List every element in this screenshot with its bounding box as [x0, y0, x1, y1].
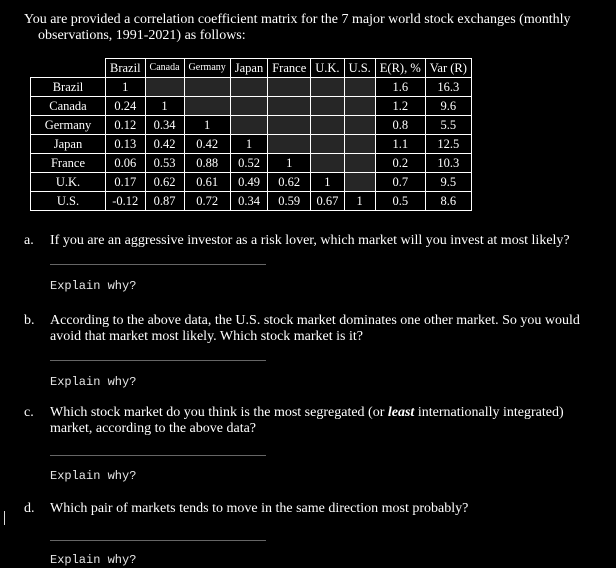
table-cell: [344, 173, 375, 192]
row-label: France: [31, 154, 106, 173]
row-label: U.S.: [31, 192, 106, 211]
table-cell: 1: [311, 173, 344, 192]
explain-why-a: Explain why?: [50, 279, 137, 293]
row-label: U.K.: [31, 173, 106, 192]
question-d-text: Which pair of markets tends to move in the same direction most probably?: [50, 501, 469, 516]
table-corner: [31, 59, 106, 78]
intro-line-1: You are provided a correlation coefficient matrix for the 7 major world stock exchanges (monthly: [24, 12, 571, 27]
table-cell: [311, 116, 344, 135]
table-cell: [311, 78, 344, 97]
table-cell: 0.42: [145, 135, 184, 154]
row-label: Brazil: [31, 78, 106, 97]
answer-line-d[interactable]: [50, 540, 266, 541]
table-row: [31, 154, 472, 173]
table-cell: [344, 78, 375, 97]
header-uk: U.K.: [311, 59, 344, 78]
row-label: Japan: [31, 135, 106, 154]
correlation-matrix: [30, 58, 472, 211]
table-cell: [344, 135, 375, 154]
table-cell: [145, 78, 184, 97]
header-expected-return: E(R), %: [375, 59, 425, 78]
intro-line-2: observations, 1991-2021) as follows:: [38, 28, 246, 43]
table-cell: 0.34: [145, 116, 184, 135]
table-row: [31, 97, 472, 116]
table-cell: 9.6: [425, 97, 471, 116]
explain-why-d: Explain why?: [50, 553, 137, 567]
question-a: [24, 233, 584, 249]
table-cell: [311, 154, 344, 173]
question-a-letter: a.: [24, 233, 34, 248]
table-cell: [268, 78, 311, 97]
table-cell: 0.59: [268, 192, 311, 211]
table-cell: [230, 116, 267, 135]
table-cell: 10.3: [425, 154, 471, 173]
question-c: [24, 405, 584, 437]
header-germany: Germany: [184, 59, 230, 78]
answer-line-c[interactable]: [50, 455, 266, 456]
table-cell: [268, 116, 311, 135]
table-cell: -0.12: [106, 192, 146, 211]
header-canada: Canada: [145, 59, 184, 78]
table-row: [31, 135, 472, 154]
table-cell: 0.06: [106, 154, 146, 173]
table-cell: [230, 78, 267, 97]
table-cell: 0.8: [375, 116, 425, 135]
question-c-line-2: market, according to the above data?: [50, 421, 257, 436]
header-us: U.S.: [344, 59, 375, 78]
table-cell: 1: [106, 78, 146, 97]
table-cell: [344, 97, 375, 116]
row-label: Germany: [31, 116, 106, 135]
table-cell: 0.12: [106, 116, 146, 135]
header-japan: Japan: [230, 59, 267, 78]
table-cell: 0.5: [375, 192, 425, 211]
table-cell: 0.61: [184, 173, 230, 192]
table-cell: 0.42: [184, 135, 230, 154]
table-cell: 1: [145, 97, 184, 116]
question-c-line-1-post: internationally integrated): [414, 405, 564, 420]
table-cell: 0.87: [145, 192, 184, 211]
table-cell: [344, 154, 375, 173]
table-row: [31, 78, 472, 97]
table-cell: 0.17: [106, 173, 146, 192]
table-cell: [268, 135, 311, 154]
table-cell: 1: [344, 192, 375, 211]
table-cell: 16.3: [425, 78, 471, 97]
table-cell: 5.5: [425, 116, 471, 135]
explain-why-c: Explain why?: [50, 469, 137, 483]
table-cell: [268, 97, 311, 116]
table-cell: 0.62: [145, 173, 184, 192]
question-c-emphasis: least: [387, 405, 415, 420]
question-b-letter: b.: [24, 313, 35, 328]
question-b-line-2: avoid that market most likely. Which stock market is it?: [50, 329, 363, 344]
table-cell: 0.53: [145, 154, 184, 173]
table-cell: [344, 116, 375, 135]
table-cell: [230, 97, 267, 116]
table-cell: 1.1: [375, 135, 425, 154]
table-cell: 0.62: [268, 173, 311, 192]
question-c-letter: c.: [24, 405, 34, 420]
question-c-line-1-pre: Which stock market do you think is the most segregated (or: [50, 405, 388, 420]
table-cell: 0.88: [184, 154, 230, 173]
table-cell: 12.5: [425, 135, 471, 154]
explain-why-b: Explain why?: [50, 375, 137, 389]
question-d-letter: d.: [24, 501, 35, 516]
intro-text: [24, 12, 584, 44]
table-cell: 1: [230, 135, 267, 154]
table-cell: 0.24: [106, 97, 146, 116]
answer-line-a[interactable]: [50, 264, 266, 265]
question-d: [24, 501, 584, 517]
table-cell: 0.67: [311, 192, 344, 211]
table-cell: 8.6: [425, 192, 471, 211]
answer-line-b[interactable]: [50, 360, 266, 361]
table-cell: 1: [184, 116, 230, 135]
table-cell: 1: [268, 154, 311, 173]
question-b: [24, 313, 584, 345]
header-variance: Var (R): [425, 59, 471, 78]
table-cell: 0.52: [230, 154, 267, 173]
table-cell: 0.72: [184, 192, 230, 211]
table-row: [31, 192, 472, 211]
table-cell: [311, 97, 344, 116]
question-b-line-1: According to the above data, the U.S. stock market dominates one other market. So you would: [50, 313, 580, 328]
text-cursor: [4, 511, 5, 525]
row-label: Canada: [31, 97, 106, 116]
table-cell: 0.34: [230, 192, 267, 211]
table-row: [31, 173, 472, 192]
table-cell: 0.13: [106, 135, 146, 154]
table-cell: 1.6: [375, 78, 425, 97]
header-brazil: Brazil: [106, 59, 146, 78]
table-cell: [311, 135, 344, 154]
table-cell: 9.5: [425, 173, 471, 192]
header-france: France: [268, 59, 311, 78]
table-cell: 1.2: [375, 97, 425, 116]
table-cell: 0.49: [230, 173, 267, 192]
table-row: [31, 116, 472, 135]
table-cell: [184, 78, 230, 97]
table-header-row: [31, 59, 472, 78]
question-a-text: If you are an aggressive investor as a risk lover, which market will you invest at most likely?: [50, 233, 570, 248]
table-cell: [184, 97, 230, 116]
table-cell: 0.2: [375, 154, 425, 173]
table-cell: 0.7: [375, 173, 425, 192]
